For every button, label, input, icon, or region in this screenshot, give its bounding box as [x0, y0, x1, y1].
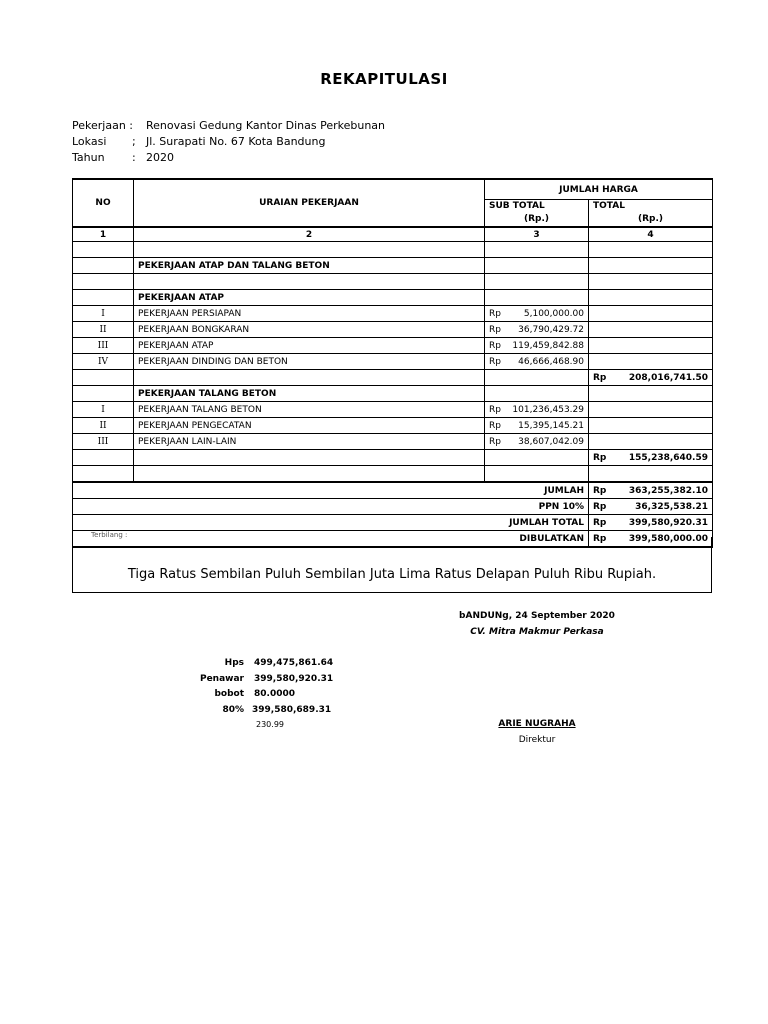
subtotal-row [73, 450, 713, 466]
item-no: II [73, 418, 134, 434]
item-name: PEKERJAAN PERSIAPAN [134, 306, 485, 322]
calc-value-bobot: 80.0000 [254, 689, 295, 699]
rekap-table [72, 178, 713, 548]
table-row [73, 306, 713, 322]
info-label-lokasi: Lokasi [72, 135, 107, 148]
header-no: NO [73, 179, 134, 227]
summary-row [73, 515, 713, 531]
summary-label: DIBULATKAN [73, 531, 589, 548]
currency-label: Rp [593, 533, 607, 544]
col-number-3: 3 [485, 227, 589, 242]
info-value-tahun: 2020 [146, 151, 174, 164]
calc-label-80: 80% [222, 705, 244, 715]
currency-label: Rp [489, 404, 501, 415]
info-label-pekerjaan: Pekerjaan : [72, 119, 133, 132]
item-value: 46,666,468.90 [518, 356, 584, 367]
calc-label-hps: Hps [224, 658, 244, 668]
item-no: II [73, 322, 134, 338]
item-no: III [73, 338, 134, 354]
table-row [73, 418, 713, 434]
currency-label: Rp [593, 372, 607, 383]
calc-value-hps: 499,475,861.64 [254, 658, 334, 668]
item-no: III [73, 434, 134, 450]
header-total: TOTAL [589, 200, 713, 213]
table-row [73, 402, 713, 418]
table-row [73, 322, 713, 338]
info-label-tahun: Tahun [72, 151, 105, 164]
summary-row [73, 499, 713, 515]
summary-value: 399,580,000.00 [628, 533, 709, 544]
currency-label: Rp [489, 324, 501, 335]
group1-title: PEKERJAAN ATAP [134, 290, 485, 306]
item-value: 101,236,453.29 [512, 404, 584, 415]
item-no: IV [73, 354, 134, 370]
summary-label: JUMLAH [73, 482, 589, 499]
item-name: PEKERJAAN ATAP [134, 338, 485, 354]
group-title-row [73, 386, 713, 402]
calc-note: 230.99 [256, 720, 284, 729]
item-value: 119,459,842.88 [512, 340, 584, 351]
item-no: I [73, 402, 134, 418]
item-name: PEKERJAAN TALANG BETON [134, 402, 485, 418]
item-value: 15,395,145.21 [518, 420, 584, 431]
summary-value: 363,255,382.10 [628, 485, 709, 496]
subtotal-row [73, 370, 713, 386]
blank-row [73, 466, 713, 483]
item-value: 36,790,429.72 [518, 324, 584, 335]
calc-value-80: 399,580,689.31 [252, 705, 332, 715]
blank-row [73, 242, 713, 258]
table-row [73, 434, 713, 450]
info-colon-lokasi: ; [132, 135, 136, 148]
col-number-2: 2 [134, 227, 485, 242]
currency-label: Rp [593, 517, 607, 528]
item-value: 5,100,000.00 [523, 308, 584, 319]
section-main-title: PEKERJAAN ATAP DAN TALANG BETON [134, 258, 485, 274]
item-no: I [73, 306, 134, 322]
header-uraian: URAIAN PEKERJAAN [134, 179, 485, 227]
terbilang-box [72, 531, 712, 593]
signature-position: Direktur [518, 735, 556, 745]
currency-label: Rp [489, 308, 501, 319]
calc-label-penawar: Penawar [199, 674, 244, 684]
item-name: PEKERJAAN LAIN-LAIN [134, 434, 485, 450]
summary-label: JUMLAH TOTAL [73, 515, 589, 531]
signature-company: CV. Mitra Makmur Perkasa [470, 627, 604, 637]
currency-label: Rp [489, 420, 501, 431]
item-name: PEKERJAAN BONGKARAN [134, 322, 485, 338]
col-number-1: 1 [73, 227, 134, 242]
group1-total: 208,016,741.50 [628, 372, 709, 383]
info-colon-tahun: : [132, 151, 136, 164]
table-row [73, 354, 713, 370]
currency-label: Rp [593, 501, 607, 512]
group2-total: 155,238,640.59 [628, 452, 709, 463]
terbilang-label: Terbilang : [91, 531, 128, 539]
summary-row [73, 482, 713, 499]
signature-name: ARIE NUGRAHA [498, 719, 576, 729]
currency-label: Rp [593, 452, 607, 463]
header-jumlah-harga: JUMLAH HARGA [485, 179, 713, 200]
header-total-unit: (Rp.) [589, 212, 713, 227]
blank-row [73, 274, 713, 290]
terbilang-text: Tiga Ratus Sembilan Puluh Sembilan Juta Lima Ratus Delapan Puluh Ribu Rupiah. [127, 567, 657, 582]
header-sub-total: SUB TOTAL [485, 200, 589, 213]
currency-label: Rp [489, 340, 501, 351]
info-value-pekerjaan: Renovasi Gedung Kantor Dinas Perkebunan [146, 119, 386, 132]
summary-value: 399,580,920.31 [628, 517, 709, 528]
item-value: 38,607,042.09 [518, 436, 584, 447]
col-number-4: 4 [589, 227, 713, 242]
signature-place-date: bANDUNg, 24 September 2020 [459, 611, 615, 621]
currency-label: Rp [489, 356, 501, 367]
section-row [73, 258, 713, 274]
item-name: PEKERJAAN DINDING DAN BETON [134, 354, 485, 370]
calc-label-bobot: bobot [214, 689, 244, 699]
group2-title: PEKERJAAN TALANG BETON [134, 386, 485, 402]
calc-value-penawar: 399,580,920.31 [254, 674, 334, 684]
table-row [73, 338, 713, 354]
page-title: REKAPITULASI [320, 70, 448, 88]
info-value-lokasi: Jl. Surapati No. 67 Kota Bandung [146, 135, 326, 148]
header-sub-total-unit: (Rp.) [485, 212, 589, 227]
summary-label: PPN 10% [73, 499, 589, 515]
item-name: PEKERJAAN PENGECATAN [134, 418, 485, 434]
currency-label: Rp [489, 436, 501, 447]
group-title-row [73, 290, 713, 306]
currency-label: Rp [593, 485, 607, 496]
summary-value: 36,325,538.21 [635, 501, 709, 512]
